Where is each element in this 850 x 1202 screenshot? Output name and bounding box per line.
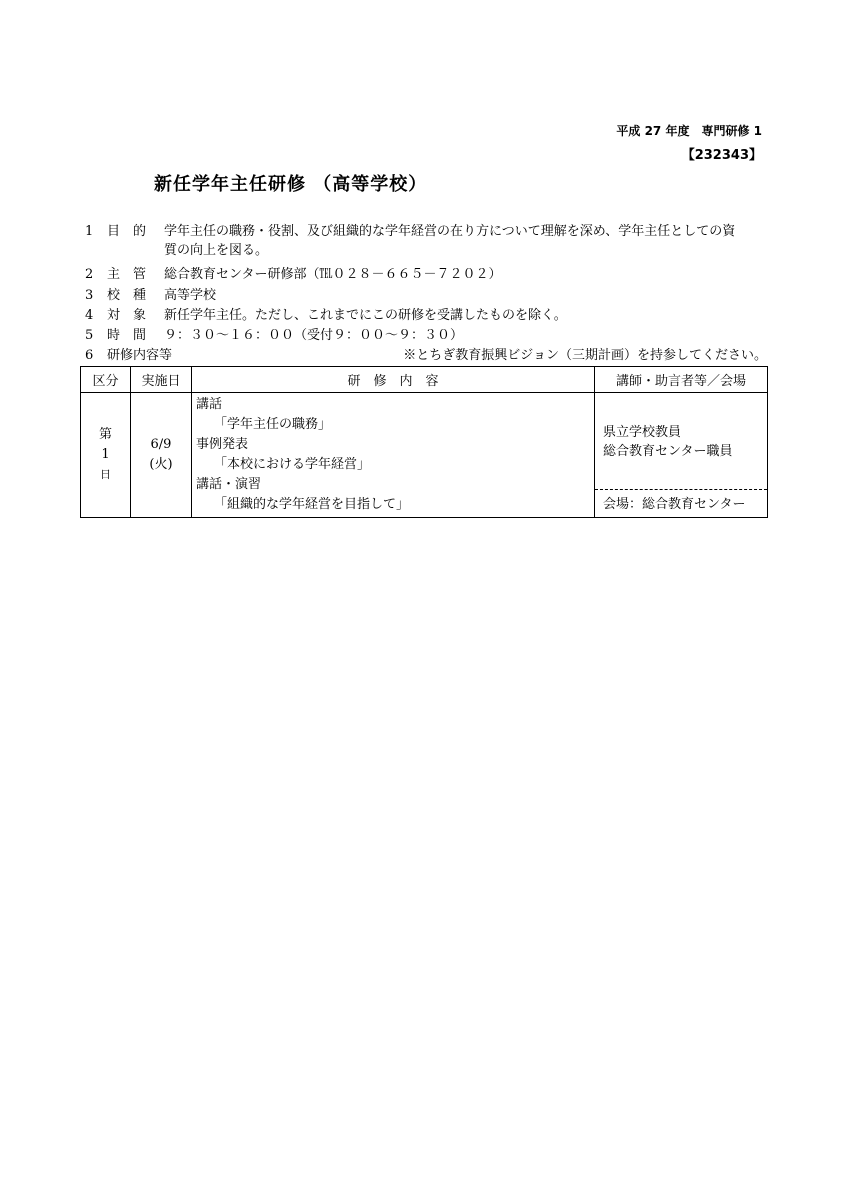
section-number: 2 <box>85 267 94 282</box>
table-header-row <box>81 367 768 393</box>
column-header-date: 実施日 <box>131 367 192 393</box>
content-topic: 「本校における学年経営」 <box>214 457 371 472</box>
date-cell <box>131 393 192 518</box>
section-number: 4 <box>85 308 94 323</box>
section-text <box>164 306 775 325</box>
venue-label: 会場：総合教育センター <box>595 489 767 514</box>
section-label: 校 種 <box>107 288 147 303</box>
section-line: 学年主任の職務・役割、及び組織的な学年経営の在り方について理解を深め、学年主任としての資 <box>164 224 736 239</box>
day-label-char: 日 <box>100 468 111 481</box>
lecturer-cell <box>595 393 768 518</box>
date-value: 6/9 <box>150 437 172 452</box>
section-text <box>164 265 775 284</box>
section-label: 時 間 <box>107 328 147 343</box>
lecturer-name: 総合教育センター職員 <box>603 444 733 459</box>
section-label: 対 象 <box>107 308 147 323</box>
day-label-cell <box>81 393 131 518</box>
weekday-value: (火) <box>149 457 173 472</box>
section-line: 高等学校 <box>164 288 217 303</box>
section-line: 質の向上を図る。 <box>164 243 269 258</box>
column-header-content: 研 修 内 容 <box>192 367 595 393</box>
section-text <box>164 222 775 260</box>
content-topic: 「組織的な学年経営を目指して」 <box>214 497 410 512</box>
section-text <box>164 326 775 345</box>
content-topic: 「学年主任の職務」 <box>214 417 332 432</box>
day-label-char: 第 <box>98 427 112 442</box>
content-cell <box>192 393 595 518</box>
section-number: 5 <box>85 328 94 343</box>
lecturer-list <box>595 393 767 489</box>
column-header-category: 区分 <box>81 367 131 393</box>
content-item: 事例発表 <box>196 437 249 452</box>
fiscal-year-label: 平成 27 年度 専門研修 1 <box>616 124 762 138</box>
section-label: 主 管 <box>107 267 147 282</box>
section-line: 新任学年主任。ただし、これまでにこの研修を受講したものを除く。 <box>164 308 567 323</box>
lecturer-name: 県立学校教員 <box>603 425 682 440</box>
section-number: 3 <box>85 288 94 303</box>
document-title: 新任学年主任研修 （高等学校） <box>154 174 428 195</box>
section-number: 6 <box>85 348 94 363</box>
section-text <box>164 286 775 305</box>
section-number: 1 <box>85 224 94 239</box>
section-label: 研修内容等 <box>107 348 173 363</box>
course-code: 【232343】 <box>681 148 762 163</box>
section-line: 総合教育センター研修部（℡０２８－６６５－７２０２） <box>164 267 502 282</box>
section-label: 目 的 <box>107 224 147 239</box>
table-row <box>81 393 768 518</box>
schedule-table <box>80 366 768 518</box>
content-item: 講話・演習 <box>196 477 262 492</box>
section-line: ９：３０～１６：００（受付９：００～９：３０） <box>164 328 464 343</box>
bring-materials-note: ※とちぎ教育振興ビジョン（三期計画）を持参してください。 <box>403 348 767 363</box>
day-label-char: 1 <box>101 447 110 462</box>
column-header-lecturer: 講師・助言者等／会場 <box>595 367 768 393</box>
content-item: 講話 <box>196 397 223 412</box>
